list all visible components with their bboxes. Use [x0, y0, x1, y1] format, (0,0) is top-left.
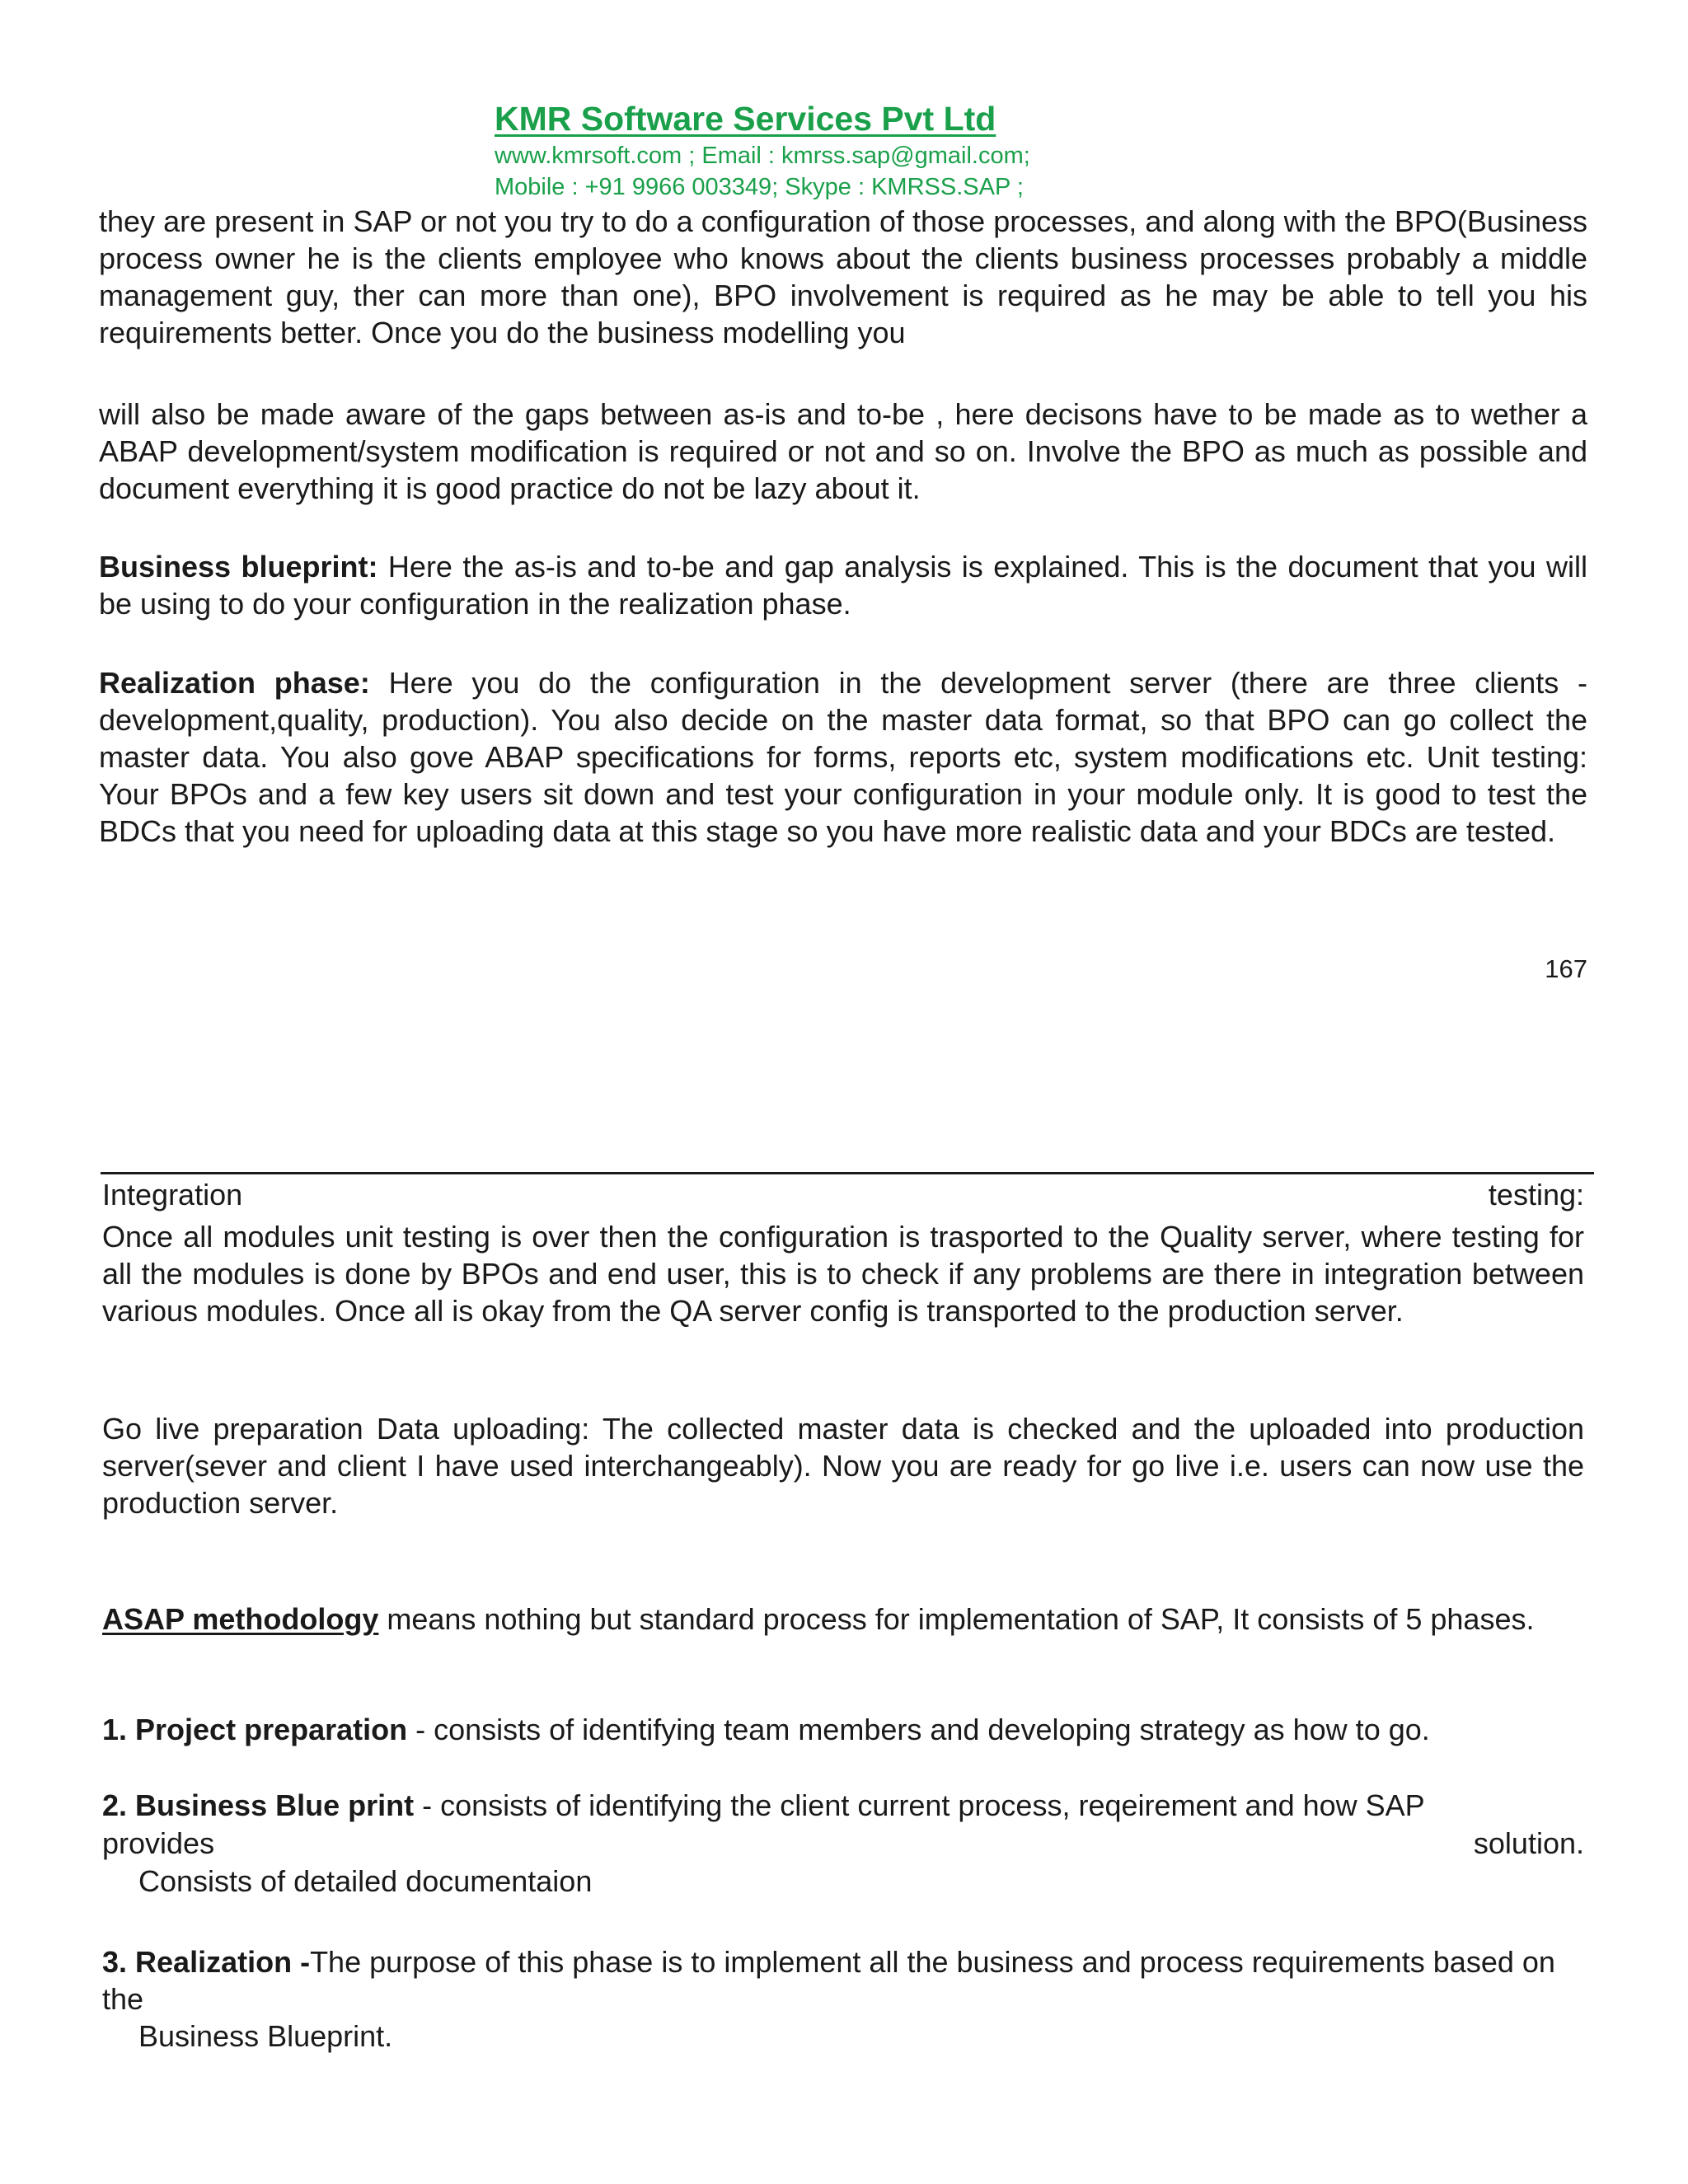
integration-heading-left: Integration: [102, 1178, 243, 1212]
paragraph-realization-phase: [99, 664, 1587, 850]
asap-methodology-text: means nothing but standard process for implementation of SAP, It consists of 5 phases.: [378, 1602, 1535, 1636]
project-preparation-text: - consists of identifying team members and developing strategy as how to go.: [407, 1713, 1430, 1746]
list-item-project-preparation: [102, 1711, 1584, 1748]
business-blue-print-continuation: [102, 1825, 1584, 1862]
paragraph-business-blueprint: [99, 548, 1587, 622]
business-blueprint-text: Here the as-is and to-be and gap analysis is explained. This is the document that you will be using to do your configuration in the realization phase.: [99, 550, 1587, 621]
page-divider: [101, 1172, 1594, 1174]
list-item-realization: [102, 1943, 1584, 2018]
business-blue-print-subtext: Consists of detailed documentaion: [138, 1864, 593, 1898]
paragraph-asap-methodology: [102, 1601, 1584, 1638]
paragraph-go-live: Go live preparation Data uploading: The collected master data is checked and the uploaded into production server(sever and client I have used interchangeably). Now you are ready for go live i.e. users can now use the production server.: [102, 1412, 1584, 1520]
realization-phase-text: Here you do the configuration in the development server (there are three clients - development,quality, production). You also decide on the master data format, so that BPO can go collect the master data. You also gove ABAP specifications for forms, reports etc, system modifications etc. Unit testing: Your BPOs and a few key users sit down and test your configuration in your module only. It is good to test the BDCs that you need for uploading data at this stage so you have more realistic data and your BDCs are tested.: [99, 666, 1587, 848]
paragraph-intro: they are present in SAP or not you try to do a configuration of those processes, and along with the BPO(Business process owner he is the clients employee who knows about the clients business processes probably a middle management guy, ther can more than one), BPO involvement is required as he may be able to tell you his requirements better. Once you do the business modelling you: [99, 204, 1587, 349]
contact-web-email: www.kmrsoft.com ; Email : kmrss.sap@gmail.com;: [495, 143, 1030, 169]
paragraph-gaps: will also be made aware of the gaps between as-is and to-be , here decisons have to be made as to wether a ABAP development/system modification is required or not and so on. Involve the BPO as much as possible and document everything it is good practice do not be lazy about it.: [99, 397, 1587, 505]
contact-phone-skype: Mobile : +91 9966 003349; Skype : KMRSS.SAP ;: [495, 174, 1024, 200]
integration-heading-right: testing:: [1488, 1178, 1584, 1212]
realization-label: 3. Realization -: [102, 1945, 311, 1979]
list-item-business-blue-print: [102, 1787, 1584, 1824]
asap-methodology-label: ASAP methodology: [102, 1602, 379, 1636]
page-number: 167: [1545, 954, 1587, 983]
page-header: [495, 97, 1236, 203]
provides-text: provides: [102, 1826, 215, 1860]
realization-subtext: Business Blueprint.: [138, 2019, 393, 2053]
integration-testing-heading: [102, 1176, 1584, 1213]
solution-text: solution.: [1473, 1826, 1584, 1860]
business-blue-print-text: - consists of identifying the client current process, reqeirement and how SAP: [414, 1788, 1425, 1822]
project-preparation-label: 1. Project preparation: [102, 1713, 408, 1746]
paragraph-integration-testing: Once all modules unit testing is over then the configuration is trasported to the Quality server, where testing for all the modules is done by BPOs and end user, this is to check if any problems are there in integration between various modules. Once all is okay from the QA server config is transported to the production server.: [102, 1220, 1584, 1328]
business-blueprint-label: Business blueprint:: [99, 550, 378, 583]
realization-phase-label: Realization phase:: [99, 666, 370, 700]
company-name: KMR Software Services Pvt Ltd: [495, 100, 996, 138]
business-blue-print-label: 2. Business Blue print: [102, 1788, 415, 1822]
realization-text: The purpose of this phase is to implement all the business and process requirements based on the: [102, 1945, 1555, 2016]
